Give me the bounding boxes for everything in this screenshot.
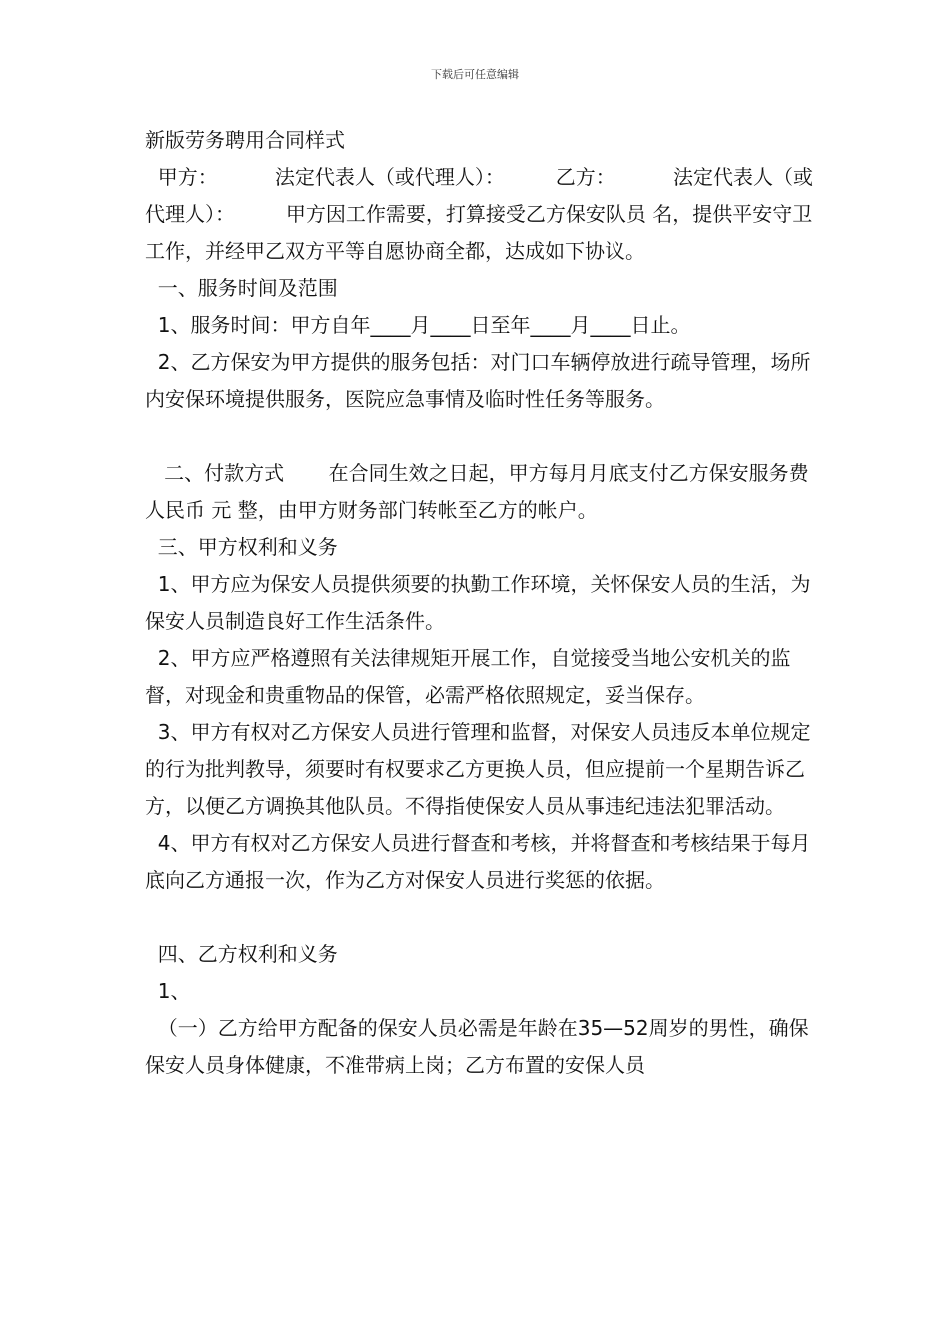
- section-3-item-3: 3、甲方有权对乙方保安人员进行管理和监督，对保安人员违反本单位规定的行为批判教导，须要时有权要求乙方更换人员，但应提前一个星期告诉乙方，以便乙方调换其他队员。不得指使保安人员从事违纪违法犯罪活动。: [145, 720, 811, 818]
- section-2-paragraph: 二、付款方式 在合同生效之日起，甲方每月月底支付乙方保安服务费人民币 元 整，由甲方财务部门转帐至乙方的帐户。: [145, 461, 809, 522]
- document-body: [145, 122, 815, 1084]
- section-4-title: 四、乙方权利和义务: [145, 942, 338, 966]
- paragraph-gap-2: [145, 899, 815, 936]
- section-3-item-4: 4、甲方有权对乙方保安人员进行督查和考核，并将督查和考核结果于每月底向乙方通报一次，作为乙方对保安人员进行奖惩的依据。: [145, 831, 811, 892]
- document-title: 新版劳务聘用合同样式: [145, 128, 345, 152]
- header-note: 下载后可任意编辑: [431, 68, 519, 81]
- section-3-item-1: 1、甲方应为保安人员提供须要的执勤工作环境，关怀保安人员的生活，为保安人员制造良好工作生活条件。: [145, 572, 811, 633]
- section-4-item-1: 1、: [145, 979, 191, 1003]
- section-3-title: 三、甲方权利和义务: [145, 535, 338, 559]
- paragraph-gap: [145, 418, 815, 455]
- section-1-title: 一、服务时间及范围: [145, 276, 338, 300]
- section-4-subitem-1: （一）乙方给甲方配备的保安人员必需是年龄在35—52周岁的男性，确保保安人员身体健康，不准带病上岗；乙方布置的安保人员: [145, 1016, 809, 1077]
- section-3-item-2: 2、甲方应严格遵照有关法律规矩开展工作，自觉接受当地公安机关的监督，对现金和贵重物品的保管，必需严格依照规定，妥当保存。: [145, 646, 791, 707]
- section-1-item-2: 2、乙方保安为甲方提供的服务包括：对门口车辆停放进行疏导管理，场所内安保环境提供服务，医院应急事情及临时性任务等服务。: [145, 350, 811, 411]
- section-1-item-1: 1、服务时间：甲方自年____月____日至年____月____日止。: [145, 313, 691, 337]
- intro-paragraph: 甲方： 法定代表人（或代理人）： 乙方： 法定代表人（或代理人）： 甲方因工作需要，打算接受乙方保安队员 名，提供平安守卫工作，并经甲乙双方平等自愿协商全都，达成如下协议。: [145, 165, 814, 263]
